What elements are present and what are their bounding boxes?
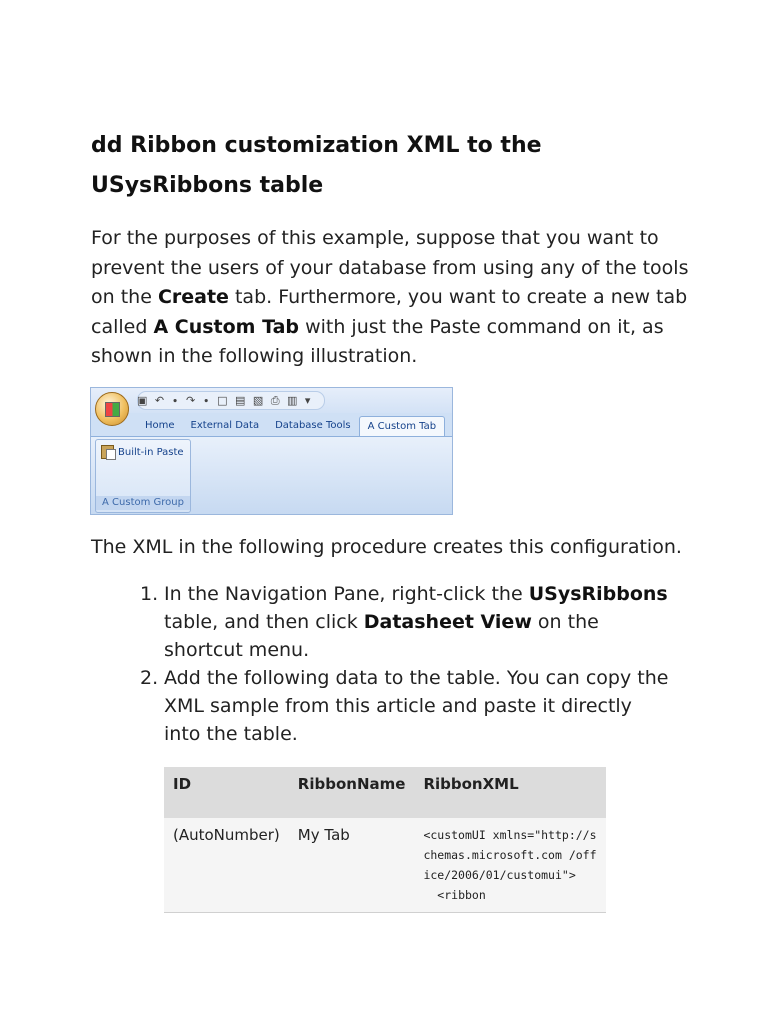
intro-text-3: with just the Paste command on it, as shown in the following illustration. [91,315,664,367]
cell-ribbon-xml: <customUI xmlns="http://schemas.microsoft.com /office/2006/01/customui"> <ribbon [414,818,606,913]
ribbon-illustration [90,387,453,515]
ribbon-tab-custom: A Custom Tab [359,416,445,436]
header-ribbon-xml: RibbonXML [414,767,606,818]
table-row [164,818,606,913]
built-in-paste-button [101,445,184,459]
quick-access-icons: ▣ ↶ ∙ ↷ ∙ □ ▤ ▧ ⎙ ▥ ▾ [137,394,313,407]
paste-icon [101,445,114,459]
step-1-usysribbons-bold: USysRibbons [528,583,668,605]
step-1-text-1: In the Navigation Pane, right-click the [164,583,529,605]
step-1-text-2: table, and then click [164,611,364,633]
intro-text-1: For the purposes of this example, suppose that you want to prevent the users of your database from using any of the tools on the [91,227,689,308]
ribbon-tabs [137,416,445,436]
built-in-paste-label: Built-in Paste [118,446,184,458]
cell-ribbon-name: My Tab [289,818,415,913]
custom-group-label: A Custom Group [96,496,190,510]
step-1 [91,580,671,664]
ribbon-body [91,436,452,515]
config-paragraph: The XML in the following procedure creates this configuration. [91,536,682,558]
step-1-datasheet-view-bold: Datasheet View [363,611,532,633]
step-1-number: 1. [140,583,159,605]
section-heading [91,126,651,206]
intro-paragraph [91,224,701,372]
procedure-steps [91,580,671,748]
ribbon-tab-database-tools: Database Tools [275,420,351,431]
step-1-text-3: on the shortcut menu. [164,611,599,661]
ribbon-tab-external-data: External Data [190,420,260,431]
table-header-row [164,767,606,818]
header-id: ID [164,767,289,818]
step-2-text: Add the following data to the table. You can copy the XML sample from this article and paste it directly into the table. [164,667,669,745]
step-2-number: 2. [140,667,159,689]
ribbon-tab-home: Home [145,420,175,431]
step-2 [91,664,671,748]
intro-custom-tab-bold: A Custom Tab [153,315,300,338]
intro-create-bold: Create [157,286,229,308]
cell-id: (AutoNumber) [164,818,289,913]
heading-line-2: USysRibbons table [91,173,324,198]
usysribbons-data-table [164,767,606,913]
heading-line-1: dd Ribbon customization XML to the [91,133,542,158]
header-ribbon-name: RibbonName [289,767,415,818]
intro-text-2: tab. Furthermore, you want to create a new tab called [91,286,688,338]
ribbon-custom-group [95,439,191,513]
office-button-icon [95,392,129,426]
